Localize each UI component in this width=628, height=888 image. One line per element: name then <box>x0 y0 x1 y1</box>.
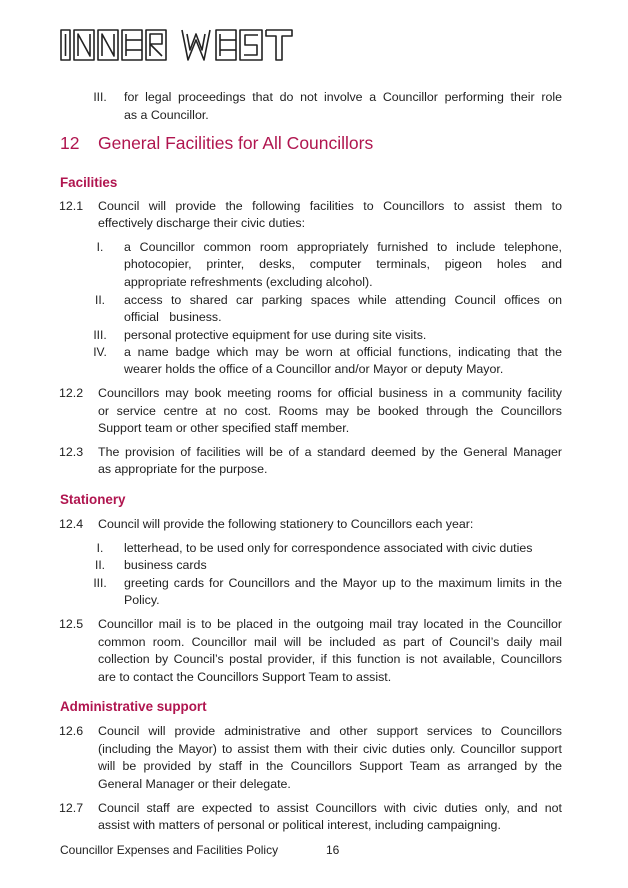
clause-line: are to contact the Councillors Support Team to assist. <box>98 670 392 684</box>
clause-line: General Manager or their delegate. <box>98 777 291 791</box>
page-number: 16 <box>326 843 340 857</box>
clause-number: 12.5 <box>59 617 84 631</box>
list-item-line: letterhead, to be used only for correspondence associated with civic duties <box>124 541 533 555</box>
clause-line: Council staff are expected to assist Councillors with civic duties only, and not <box>98 801 562 815</box>
list-numeral: I. <box>96 240 104 254</box>
list-item-line: wearer holds the office of a Councillor and/or Mayor or deputy Mayor. <box>124 362 504 376</box>
section-number: 12 <box>60 133 80 153</box>
list-item-line: official business. <box>124 310 222 324</box>
list-item-line: as a Councillor. <box>124 108 209 122</box>
clause-number: 12.1 <box>59 199 84 213</box>
list-item-line: access to shared car parking spaces while attending Council offices on <box>124 293 562 307</box>
clause-number: 12.6 <box>59 724 84 738</box>
clause-line: collection by Council’s postal provider, if this function is not available, Councillors <box>98 652 562 666</box>
subheading-stationery: Stationery <box>60 492 126 507</box>
list-item-line: personal protective equipment for use during site visits. <box>124 328 427 342</box>
footer-title: Councillor Expenses and Facilities Policy <box>60 843 279 857</box>
list-numeral: III. <box>93 90 107 104</box>
clause-line: Support team or other specified staff member. <box>98 421 350 435</box>
clause-line: Councillor mail is to be placed in the outgoing mail tray located in the Councillor <box>98 617 562 631</box>
clause-line: assist with matters of personal or political interest, including campaigning. <box>98 818 501 832</box>
clause-line: as appropriate for the purpose. <box>98 462 268 476</box>
clause-number: 12.4 <box>59 517 84 531</box>
list-numeral: I. <box>96 541 104 555</box>
list-item-line: business cards <box>124 558 207 572</box>
list-item-line: greeting cards for Councillors and the Mayor up to the maximum limits in the <box>124 576 562 590</box>
list-item-line: a name badge which may be worn at official functions, indicating that the <box>124 345 562 359</box>
list-numeral: II. <box>94 293 105 307</box>
clause-line: effectively discharge their civic duties: <box>98 216 306 230</box>
clause-line: common room. Councillor mail will be included as part of Council’s daily mail <box>98 635 562 649</box>
inner-west-logo <box>60 28 300 62</box>
subheading-administrative-support: Administrative support <box>60 699 207 714</box>
list-numeral: III. <box>93 576 107 590</box>
clause-number: 12.2 <box>59 386 84 400</box>
list-item-line: for legal proceedings that do not involve a Councillor performing their role <box>124 90 562 104</box>
list-numeral: III. <box>93 328 107 342</box>
list-numeral: IV. <box>93 345 107 359</box>
clause-line: will be provided by staff in the Councillors Support Team as arranged by the <box>98 759 562 773</box>
clause-line: Councillors may book meeting rooms for official business in a community facility <box>98 386 562 400</box>
list-item-line: Policy. <box>124 593 160 607</box>
clause-line: The provision of facilities will be of a standard deemed by the General Manager <box>98 445 562 459</box>
section-title: General Facilities for All Councillors <box>98 133 374 153</box>
list-item-line: photocopier, printer, desks, computer terminals, pigeon holes and <box>124 257 562 271</box>
subheading-facilities: Facilities <box>60 175 118 190</box>
clause-number: 12.3 <box>59 445 84 459</box>
clause-number: 12.7 <box>59 801 84 815</box>
clause-line: Council will provide the following stationery to Councillors each year: <box>98 517 474 531</box>
list-item-line: a Councillor common room appropriately furnished to include telephone, <box>124 240 562 254</box>
clause-line: (including the Mayor) to assist them with their civic duties only. Councillor support <box>98 742 562 756</box>
clause-line: Council will provide administrative and other support services to Councillors <box>98 724 562 738</box>
list-numeral: II. <box>94 558 105 572</box>
clause-line: Council will provide the following facilities to Councillors to assist them to <box>98 199 562 213</box>
clause-line: or service centre at no cost. Rooms may be booked through the Councillors <box>98 404 562 418</box>
list-item-line: appropriate refreshments (excluding alcohol). <box>124 275 373 289</box>
